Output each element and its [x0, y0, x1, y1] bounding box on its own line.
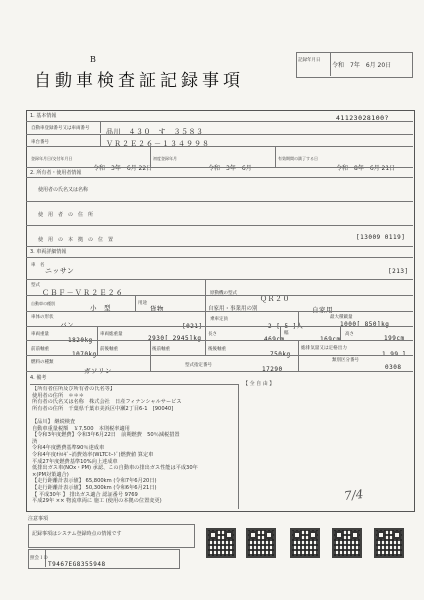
- b-mark: B: [90, 55, 96, 64]
- reg-label: 自動車登録番号又は車両番号: [31, 126, 90, 131]
- weight-value: 1820kg: [68, 337, 93, 344]
- section3-title: 3. 車両詳細情報: [30, 249, 67, 255]
- model-number-label: 型式指定番号: [185, 363, 212, 368]
- reg-value: 品川 ４３０ す ３５８３: [106, 128, 204, 136]
- type-value: ＣＢＦ－ＶＲ２Ｅ２６: [42, 289, 124, 297]
- base-code: [13009 0119]: [356, 234, 406, 241]
- remark-line: 【走行距離計表示値】 65,800km (令和7年6月20日): [32, 478, 157, 485]
- record-date-label: 記録年月日: [298, 58, 321, 63]
- qr-code-4: [332, 528, 362, 558]
- notes-text: 記録事項はシステム登録時点の情報です: [32, 531, 122, 537]
- category-value: 0308: [385, 364, 402, 371]
- body-value: バン: [60, 321, 74, 329]
- section1-title: 1. 基本情報: [30, 113, 57, 119]
- id-label: 照会ＩＤ: [30, 556, 48, 561]
- remark-line: 【走行距離計表示値】 50,300km (令和6年6月21日): [32, 484, 157, 491]
- remark-line: 平成29年 ×× 物流車両に 施工 (使用の本拠の位置変更): [32, 498, 162, 505]
- displacement-label: 総排気量又は定格出力: [301, 346, 347, 351]
- reg-date-value: 令和 3年 6月 22日: [93, 165, 153, 172]
- fuel-label: 燃料の種類: [31, 360, 54, 365]
- remark-line: 令和4年度燃費基準90％達成車: [32, 445, 105, 452]
- remark-line: 済: [32, 438, 38, 445]
- business-label: 自家用・事業用の別: [208, 306, 258, 312]
- remark-line: 令和4年度ｵﾈﾙｷﾞｰ消費効率(WLTCﾓｰﾄﾞ)燃費値 算定車: [32, 451, 154, 458]
- user-name-label: 使用者の氏名又は名称: [38, 187, 89, 193]
- width-value: 169cm: [320, 336, 341, 343]
- section4-title: 4. 備考: [30, 375, 47, 381]
- qr-code-3: [290, 528, 320, 558]
- record-date-value: 令和 7年 6月 20日: [332, 62, 392, 69]
- remark-right-label: 【 全 自 由 】: [243, 381, 275, 387]
- qr-code-1: [206, 528, 236, 558]
- length-value: 469cm: [264, 336, 285, 343]
- use-value: 貨物: [150, 305, 164, 313]
- gross-value: 2930[ 2945]kg: [148, 335, 202, 342]
- remark-line: 所有者の住所 千葉県千葉市美浜区中瀬2丁目6-1 [90040]: [32, 405, 174, 412]
- first-reg-value: 令和 3年 6月: [208, 165, 252, 172]
- qr-code-5: [374, 528, 404, 558]
- remark-line: 【品川】 継続検査: [32, 418, 76, 425]
- rf-axle-label: 後前軸重: [152, 347, 170, 352]
- model-number-value: 17290: [262, 366, 283, 373]
- ff-axle-label: 前前軸重: [31, 347, 49, 352]
- qr-code-2: [246, 528, 276, 558]
- body-label: 車体の形状: [31, 315, 54, 320]
- height-value: 199cm: [384, 335, 405, 342]
- category-label: 類別区分番号: [332, 358, 359, 363]
- user-address-label: 使 用 者 の 住 所: [38, 212, 94, 218]
- model-code: [213]: [388, 268, 409, 275]
- expiry-label: 有効期間の満了する日: [278, 156, 318, 161]
- engine-label: 原動機の型式: [210, 291, 237, 296]
- notes-title: 注意事項: [28, 516, 49, 522]
- section2-title: 2. 所有者・使用者情報: [30, 170, 82, 176]
- vin-value: ＶＲ２Ｅ２６－１３４９９８: [106, 140, 210, 148]
- body-code: [021]: [182, 323, 203, 330]
- remark-line: 自動車重量税額 ￥7,500 本則税率適用: [32, 425, 130, 432]
- handwritten-note: 7/4: [343, 487, 364, 503]
- rr-axle-value: 750kg: [270, 351, 291, 358]
- displacement-value: 1.99 l: [382, 351, 407, 358]
- weight-label: 車両重量: [31, 332, 49, 337]
- length-label: 長さ: [208, 332, 217, 337]
- remark-line: 所有者の氏名又は名称 株式会社 日産フィナンシャルサービス: [32, 399, 182, 406]
- maker-value: ニッサン: [45, 267, 75, 275]
- id-value: T9467EG8355948: [48, 561, 106, 568]
- use-label: 用途: [138, 301, 147, 306]
- remark-line: ×(PM対策適合): [32, 471, 69, 478]
- max-load-label: 最大積載量: [330, 315, 353, 320]
- capacity-label: 乗車定員: [210, 317, 228, 322]
- rr-axle-label: 後後軸重: [208, 347, 226, 352]
- kind-value: 小 型: [90, 304, 111, 312]
- doc-number: 41123028100?: [336, 114, 389, 122]
- fr-axle-label: 前後軸重: [100, 347, 118, 352]
- remark-line: 低排出ガス車(NOx・PM) 承認、この自動車の排出ガス性能は平成30年: [32, 465, 198, 472]
- remark-line: 【令和3年度燃費】令和3年6月22日 前期燃費 50％減税措置: [32, 432, 180, 439]
- gross-label: 車両総重量: [100, 332, 123, 337]
- remark-line: 【所有者住所及び所有者の氏名等】: [32, 386, 116, 392]
- page-title: 自動車検査証記録事項: [34, 71, 244, 91]
- height-label: 高さ: [345, 332, 354, 337]
- remark-line: 平成27年度燃費基準10%向上達成車: [32, 458, 118, 465]
- type-label: 型式: [31, 283, 40, 288]
- remark-line: [32, 412, 237, 419]
- vin-label: 車台番号: [31, 140, 49, 145]
- remark-line: 【 平成30年 】 排出ガス適合 認証番号 9769: [32, 491, 138, 498]
- first-reg-label: 初度登録年月: [153, 156, 177, 161]
- fuel-value: ガソリン: [84, 367, 112, 375]
- remark-line: 使用者の住所 ＊＊＊: [32, 392, 84, 399]
- width-label: 幅: [284, 331, 289, 336]
- business-value: 自家用: [312, 306, 333, 314]
- remarks-list: [32, 386, 237, 505]
- engine-value: ＱＲ２０: [260, 295, 290, 303]
- ff-axle-value: 1070kg: [72, 351, 97, 358]
- kind-label: 自動車の種別: [31, 301, 55, 306]
- maker-label: 車 名: [31, 263, 45, 268]
- expiry-value: 令和 8年 6月 21日: [336, 165, 396, 172]
- max-load-value: 1000[ 850]kg: [340, 321, 390, 328]
- reg-date-label: 登録年月日/交付年月日: [31, 156, 73, 161]
- capacity-value: 2 [ 5 ]人: [268, 323, 304, 330]
- base-label: 使 用 の 本 拠 の 位 置: [38, 237, 114, 243]
